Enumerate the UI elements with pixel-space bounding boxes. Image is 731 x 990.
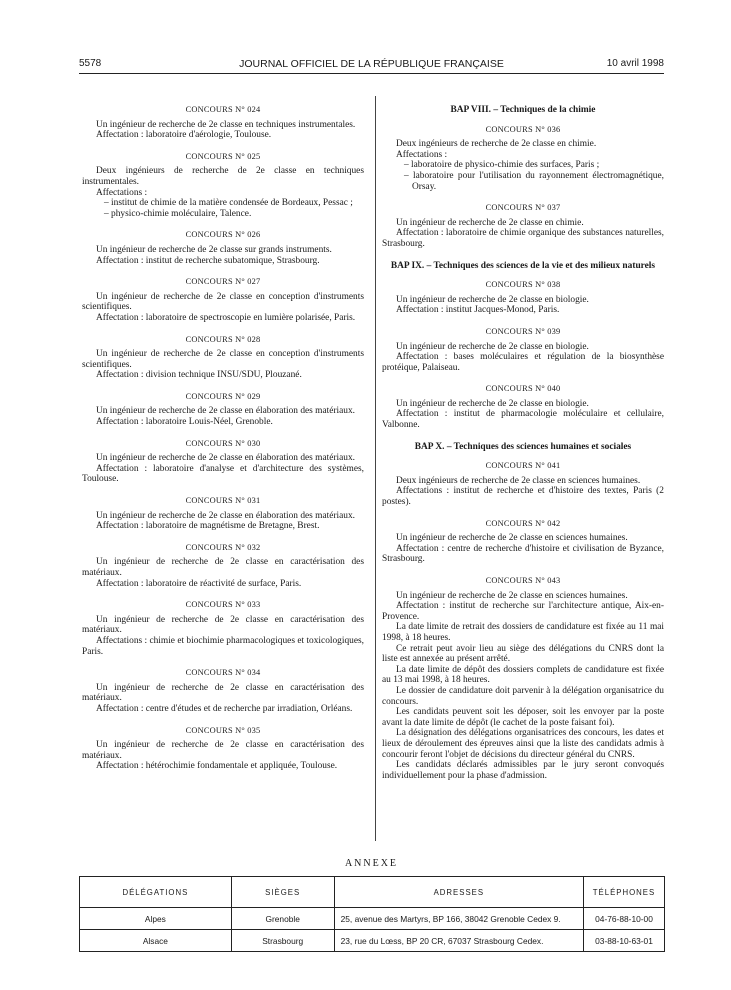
concours-section — [82, 496, 364, 532]
concours-section — [82, 152, 364, 220]
bap-section-heading — [382, 442, 664, 453]
concours-section — [82, 543, 364, 589]
paragraph: Un ingénieur de recherche de 2e classe en chimie. — [396, 217, 584, 228]
concours-heading: CONCOURS N° 042 — [485, 518, 561, 528]
adresse-cell: 23, rue du Lœss, BP 20 CR, 67037 Strasbourg Cedex. — [334, 930, 583, 952]
siege-cell: Grenoble — [231, 908, 334, 930]
paragraph: Affectation : bases moléculaires et régulation de la biosynthèse protéique, Palaiseau. — [382, 352, 664, 373]
paragraph: Deux ingénieurs de recherche de 2e classe en sciences humaines. — [396, 475, 641, 486]
paragraph: La date limite de retrait des dossiers de candidature est fixée au 11 mai 1998, à 18 heures. — [382, 622, 664, 643]
concours-heading: CONCOURS N° 028 — [185, 334, 261, 344]
concours-section — [382, 576, 664, 781]
paragraph: Affectation : hétérochimie fondamentale et appliquée, Toulouse. — [96, 761, 338, 772]
concours-heading: CONCOURS N° 031 — [185, 496, 261, 506]
col-header-sieges: SIÈGES — [231, 877, 334, 908]
col-header-telephones: TÉLÉPHONES — [584, 877, 665, 908]
paragraph: Un ingénieur de recherche de 2e classe en caractérisation des matériaux. — [82, 740, 364, 761]
page-header — [79, 58, 664, 72]
paragraph: Affectation : laboratoire Louis-Néel, Grenoble. — [96, 417, 273, 428]
affectation-line: Affectations : — [96, 187, 148, 198]
concours-heading: CONCOURS N° 043 — [485, 576, 561, 585]
paragraph: Un ingénieur de recherche de 2e classe en élaboration des matériaux. — [96, 406, 355, 417]
concours-section — [382, 519, 664, 565]
concours-heading: CONCOURS N° 040 — [485, 384, 561, 394]
right-column — [382, 105, 664, 792]
bap-heading: BAP X. – Techniques des sciences humaines et sociales — [414, 441, 632, 452]
paragraph: Un ingénieur de recherche de 2e classe en élaboration des matériaux. — [96, 453, 355, 464]
concours-heading: CONCOURS N° 030 — [185, 438, 261, 448]
paragraph: Affectation : laboratoire d'analyse et d'architecture des systèmes, Toulouse. — [82, 463, 364, 485]
left-column — [82, 105, 364, 783]
affectation-item: – institut de chimie de la matière condensée de Bordeaux, Pessac ; — [104, 198, 353, 209]
concours-heading: CONCOURS N° 024 — [185, 105, 261, 114]
table-row — [80, 908, 665, 930]
table-header-row — [80, 877, 665, 908]
paragraph: Deux ingénieurs de recherche de 2e classe en chimie. — [396, 139, 597, 150]
concours-section — [82, 600, 364, 657]
paragraph: Un ingénieur de recherche de 2e classe en caractérisation des matériaux. — [82, 682, 364, 704]
concours-heading: CONCOURS N° 032 — [185, 542, 261, 552]
concours-section — [82, 230, 364, 266]
concours-heading: CONCOURS N° 034 — [185, 668, 261, 678]
affectation-line: Affectation : laboratoire d'aérologie, Toulouse. — [96, 130, 272, 141]
concours-section — [382, 384, 664, 430]
page-number: 5578 — [79, 58, 102, 69]
paragraph: Affectations : institut de recherche et d'histoire des textes, Paris (2 postes). — [382, 486, 664, 508]
concours-section — [382, 461, 664, 507]
col-header-delegations: DÉLÉGATIONS — [80, 877, 232, 908]
paragraph: Un ingénieur de recherche de 2e classe sur grands instruments. — [96, 244, 332, 255]
concours-heading: CONCOURS N° 025 — [185, 151, 261, 161]
column-divider — [375, 96, 376, 841]
concours-section — [382, 203, 664, 249]
concours-section — [82, 726, 364, 772]
affectation-item: – laboratoire pour l'utilisation du rayonnement électromagnétique, Orsay. — [404, 170, 664, 192]
paragraph: Affectation : laboratoire de chimie organique des substances naturelles, Strasbourg. — [382, 228, 664, 249]
concours-section — [82, 335, 364, 381]
paragraph: Les candidats déclarés admissibles par le jury seront convoqués individuellement pour la phase d'admission. — [382, 760, 664, 781]
concours-heading: CONCOURS N° 036 — [485, 124, 561, 134]
concours-heading: CONCOURS N° 039 — [485, 326, 561, 336]
paragraph: Un ingénieur de recherche de 2e classe en conception d'instruments scientifiques. — [82, 291, 364, 313]
affectation-item: – physico-chimie moléculaire, Talence. — [104, 208, 252, 219]
affectation-line: Affectations : — [396, 149, 448, 160]
concours-heading: CONCOURS N° 027 — [185, 277, 261, 287]
paragraph: Un ingénieur de recherche de 2e classe en techniques instrumentales. — [96, 119, 356, 130]
concours-section — [82, 668, 364, 714]
paragraph: Un ingénieur de recherche de 2e classe en biologie. — [396, 341, 589, 352]
concours-heading: CONCOURS N° 029 — [185, 391, 261, 401]
paragraph: Un ingénieur de recherche de 2e classe en sciences humaines. — [396, 533, 628, 544]
bap-section-heading — [382, 261, 664, 272]
concours-heading: CONCOURS N° 033 — [185, 600, 261, 610]
paragraph: Affectation : institut de recherche sur l'architecture antique, Aix-en-Provence. — [382, 601, 664, 622]
concours-heading: CONCOURS N° 026 — [185, 230, 261, 240]
concours-section — [82, 277, 364, 323]
concours-heading: CONCOURS N° 038 — [485, 280, 561, 290]
paragraph: Affectation : institut de pharmacologie moléculaire et cellulaire, Valbonne. — [382, 409, 664, 431]
paragraph: Un ingénieur de recherche de 2e classe en sciences humaines. — [396, 590, 628, 601]
paragraph: Un ingénieur de recherche de 2e classe en élaboration des matériaux. — [96, 510, 355, 521]
concours-section — [82, 439, 364, 485]
siege-cell: Strasbourg — [231, 930, 334, 952]
affectation-line: Affectation : institut de recherche subatomique, Strasbourg. — [96, 255, 320, 266]
concours-heading: CONCOURS N° 041 — [485, 461, 561, 471]
concours-section — [82, 105, 364, 141]
concours-section — [82, 392, 364, 428]
paragraph: Affectation : laboratoire de spectroscopie en lumière polarisée, Paris. — [96, 312, 356, 323]
paragraph: Un ingénieur de recherche de 2e classe en caractérisation des matériaux. — [82, 614, 364, 636]
telephone-cell: 04-76-88-10-00 — [584, 908, 665, 930]
paragraph: Deux ingénieurs de recherche de 2e classe en techniques instrumentales. — [82, 166, 364, 187]
paragraph: Ce retrait peut avoir lieu au siège des délégations du CNRS dont la liste est annexée au présent arrêté. — [382, 643, 664, 665]
paragraph: Un ingénieur de recherche de 2e classe en biologie. — [396, 294, 589, 305]
col-header-adresses: ADRESSES — [334, 877, 583, 908]
adresse-cell: 25, avenue des Martyrs, BP 166, 38042 Grenoble Cedex 9. — [334, 908, 583, 930]
concours-section — [382, 280, 664, 316]
paragraph: Affectation : centre de recherche d'histoire et civilisation de Byzance, Strasbourg. — [382, 543, 664, 565]
affectation-line: Affectation : division technique INSU/SDU, Plouzané. — [96, 370, 302, 381]
paragraph: Affectation : laboratoire de réactivité de surface, Paris. — [96, 578, 302, 589]
concours-section — [382, 125, 664, 193]
affectation-item: – laboratoire de physico-chimie des surfaces, Paris ; — [404, 160, 600, 171]
paragraph: Un ingénieur de recherche de 2e classe en caractérisation des matériaux. — [82, 557, 364, 578]
paragraph: Un ingénieur de recherche de 2e classe en conception d'instruments scientifiques. — [82, 349, 364, 370]
paragraph: Un ingénieur de recherche de 2e classe en biologie. — [396, 398, 589, 409]
annexe-title: ANNEXE — [344, 858, 399, 869]
paragraph: Affectations : chimie et biochimie pharmacologiques et toxicologiques, Paris. — [82, 635, 364, 657]
bap-section-heading — [382, 105, 664, 116]
paragraph: La désignation des délégations organisatrices des concours, les dates et lieux de déroulement des épreuves ainsi que la liste des candidats admis à concourir feront l'objet de décisions du directeur général du CNRS. — [382, 728, 664, 760]
paragraph: La date limite de dépôt des dossiers complets de candidature est fixée au 13 mai 1998, à 18 heures. — [382, 664, 664, 686]
concours-section — [382, 327, 664, 373]
delegation-cell: Alsace — [80, 930, 232, 952]
concours-heading: CONCOURS N° 035 — [185, 725, 261, 735]
header-rule — [79, 73, 664, 74]
journal-title: JOURNAL OFFICIEL DE LA RÉPUBLIQUE FRANÇAISE — [239, 58, 504, 70]
paragraph: Le dossier de candidature doit parvenir à la délégation organisatrice du concours. — [382, 685, 664, 707]
bap-heading: BAP IX. – Techniques des sciences de la vie et des milieux naturels — [390, 260, 656, 271]
telephone-cell: 03-88-10-63-01 — [584, 930, 665, 952]
issue-date: 10 avril 1998 — [606, 58, 664, 69]
annexe-table — [79, 876, 665, 952]
concours-heading: CONCOURS N° 037 — [485, 203, 561, 213]
bap-heading: BAP VIII. – Techniques de la chimie — [450, 105, 596, 115]
delegation-cell: Alpes — [80, 908, 232, 930]
paragraph: Affectation : institut Jacques-Monod, Paris. — [396, 305, 560, 316]
table-row — [80, 930, 665, 952]
paragraph: Affectation : centre d'études et de recherche par irradiation, Orléans. — [96, 703, 353, 714]
paragraph: Les candidats peuvent soit les déposer, soit les envoyer par la poste avant la date limite de dépôt (le cachet de la poste faisant foi). — [382, 707, 664, 728]
paragraph: Affectation : laboratoire de magnétisme de Bretagne, Brest. — [96, 521, 320, 532]
